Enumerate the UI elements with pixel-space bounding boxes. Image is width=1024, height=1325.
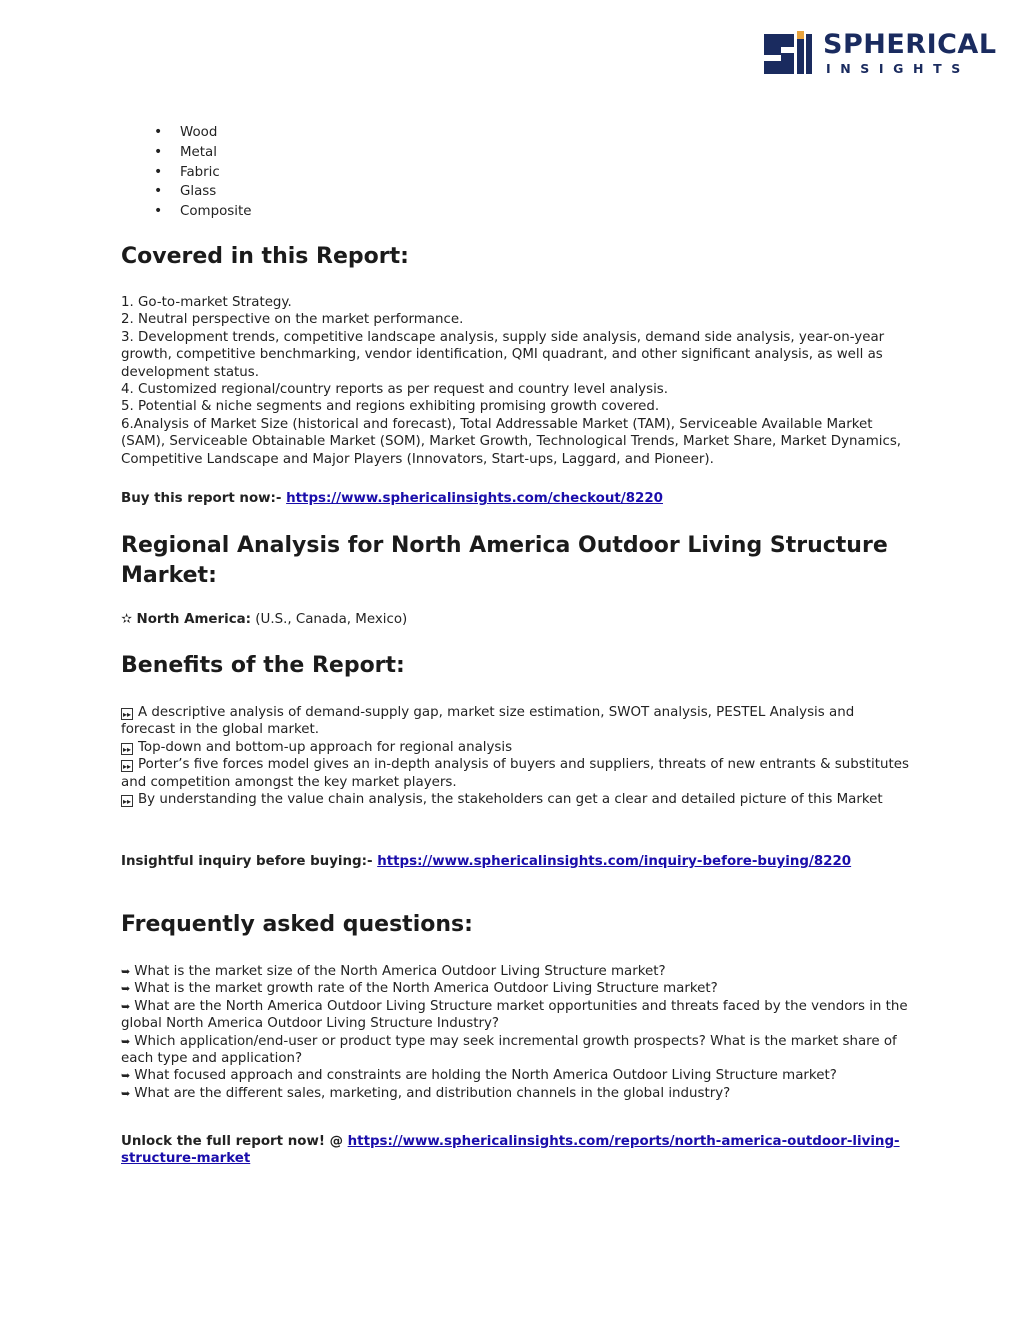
list-item: ▸▸ A descriptive analysis of demand-supply gap, market size estimation, SWOT analysis, PESTEL Analysis and forecast in the global market. [121, 705, 855, 738]
region-name: North America: [136, 612, 252, 627]
inquiry-link[interactable]: https://www.sphericalinsights.com/inquiry-before-buying/8220 [377, 854, 852, 869]
logo-text-secondary: INSIGHTS [826, 61, 970, 76]
bullet-icon: • [154, 183, 163, 200]
logo-text-primary: SPHERICAL [823, 29, 997, 60]
list-item: • Wood [121, 123, 251, 143]
list-item: • Composite [121, 202, 251, 222]
unlock-section [121, 1133, 911, 1168]
bullet-icon: • [154, 163, 163, 180]
bullet-icon: • [154, 203, 163, 220]
list-item: ➥ Which application/end-user or product type may seek incremental growth prospects? What is the market share of each type and application? [121, 1033, 897, 1067]
list-item: • Glass [121, 182, 251, 202]
list-item: ➥ What are the North America Outdoor Living Structure market opportunities and threats faced by the vendors in the global North America Outdoor Living Structure Industry? [121, 998, 908, 1032]
list-item: • Fabric [121, 163, 251, 183]
benefits-list [121, 704, 911, 808]
fast-forward-box-icon: ▸▸ [122, 762, 132, 772]
faq-heading: Frequently asked questions: [121, 912, 473, 937]
covered-heading: Covered in this Report: [121, 244, 409, 269]
buy-label: Buy this report now:- [121, 491, 287, 506]
list-item: ➥ What is the market size of the North America Outdoor Living Structure market? [121, 964, 666, 979]
list-item: 5. Potential & niche segments and regions exhibiting promising growth covered. [121, 399, 660, 415]
bullet-icon: • [154, 124, 163, 140]
regional-heading: Regional Analysis for North America Outdoor Living Structure Market: [121, 533, 888, 588]
list-item: ➥ What focused approach and constraints are holding the North America Outdoor Living Structure market? [121, 1068, 837, 1084]
list-item: ▸▸ Top-down and bottom-up approach for regional analysis [122, 739, 513, 755]
list-item: ➥ What is the market growth rate of the North America Outdoor Living Structure market? [121, 981, 718, 997]
report-link[interactable]: https://www.sphericalinsights.com/reports/north-america-outdoor-living-structure-market [121, 1134, 900, 1167]
unlock-label: Unlock the full report now! @ [121, 1134, 348, 1149]
logo-mark-icon [764, 31, 816, 77]
arrow-right-icon: ➥ [121, 1034, 131, 1048]
arrow-right-icon: ➥ [121, 965, 131, 978]
fast-forward-box-icon: ▸▸ [122, 710, 132, 719]
list-item: • Metal [121, 143, 251, 163]
list-item: 2. Neutral perspective on the market performance. [121, 312, 464, 328]
fast-forward-box-icon: ▸▸ [122, 744, 132, 754]
arrow-right-icon: ➥ [121, 982, 131, 996]
arrow-right-icon: ➥ [121, 1069, 131, 1083]
arrow-right-icon: ➥ [121, 999, 131, 1013]
list-item: 3. Development trends, competitive landscape analysis, supply side analysis, demand side analysis, year-on-year growth, competitive benchmarking, vendor identification, QMI quadrant, and other significant analysis, as well as development status. [121, 329, 885, 380]
star-icon: ✫ [121, 612, 133, 627]
faq-list [121, 963, 911, 1102]
checkout-link[interactable]: https://www.sphericalinsights.com/checkout/8220 [286, 491, 663, 506]
fast-forward-box-icon: ▸▸ [122, 797, 132, 807]
list-item: ▸▸ By understanding the value chain analysis, the stakeholders can get a clear and detailed picture of this Market [122, 792, 883, 808]
arrow-right-icon: ➥ [121, 1086, 131, 1100]
region-countries: (U.S., Canada, Mexico) [251, 612, 408, 627]
list-item: 4. Customized regional/country reports as per request and country level analysis. [121, 382, 669, 398]
list-item: ▸▸ Porter’s five forces model gives an in-depth analysis of buyers and suppliers, threats of new entrants & substitutes and competition amongst the key market players. [121, 757, 909, 790]
material-list [121, 123, 251, 222]
list-item: 1. Go-to-market Strategy. [121, 295, 292, 310]
buy-section [121, 490, 911, 507]
covered-list [121, 294, 911, 468]
inquiry-section [121, 853, 911, 870]
bullet-icon: • [154, 143, 163, 160]
spherical-insights-logo [764, 29, 997, 77]
list-item: 6.Analysis of Market Size (historical and forecast), Total Addressable Market (TAM), Serviceable Available Market (SAM), Serviceable Obtainable Market (SOM), Market Growth, Technological Trends, Market Share, Market Dynamics, Competitive Landscape and Major Players (Innovators, Start-ups, Laggard, and Pioneer). [121, 416, 902, 467]
region-line [121, 611, 911, 628]
inquiry-label: Insightful inquiry before buying:- [121, 854, 378, 869]
benefits-heading: Benefits of the Report: [121, 653, 405, 678]
list-item: ➥ What are the different sales, marketing, and distribution channels in the global industry? [121, 1085, 731, 1101]
